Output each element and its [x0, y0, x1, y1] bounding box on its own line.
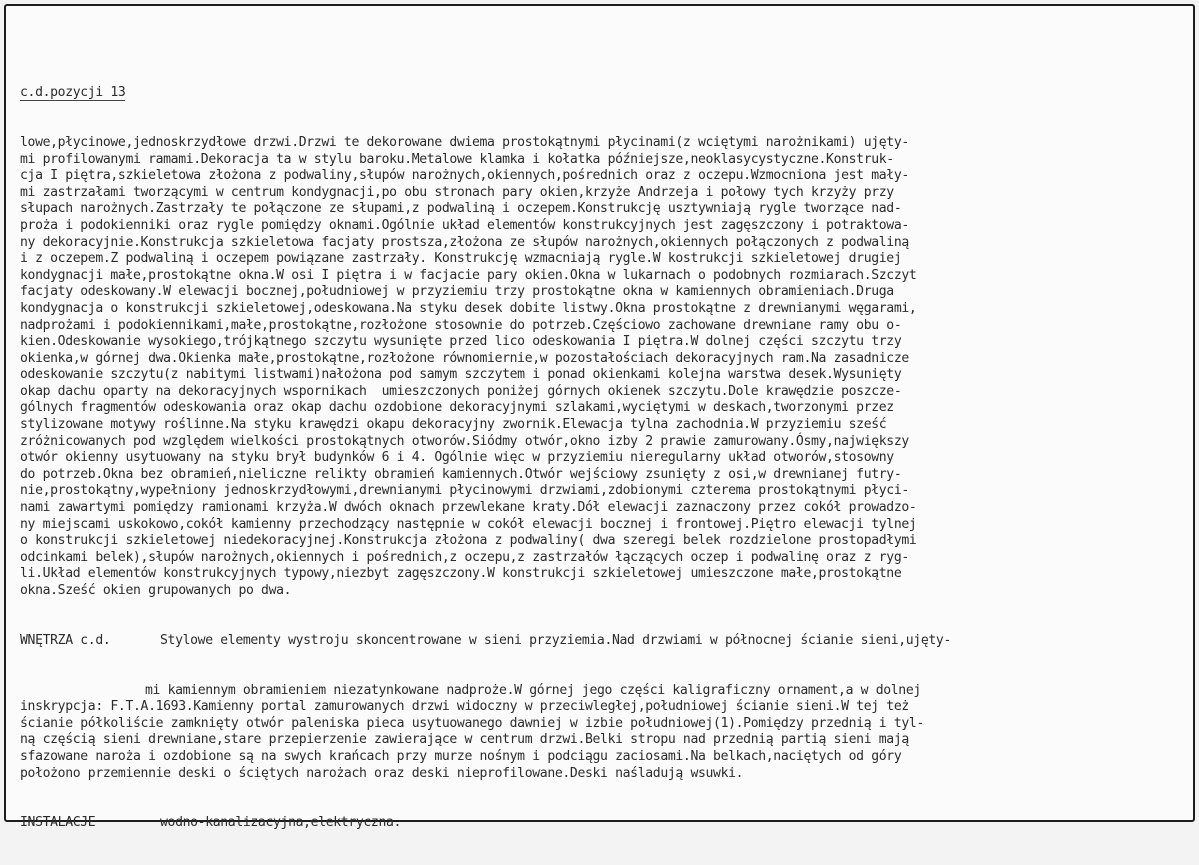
- body-line: cja I piętra,szkieletowa złożona z podwaliny,słupów narożnych,okiennych,pośrednich oraz z oczepu.Wzmocniona jest mały-: [20, 168, 909, 184]
- body-line: facjaty odeskowany.W elewacji bocznej,południowej w przyziemiu trzy prostokątne okna w kamiennych obramieniach.Druga: [20, 284, 894, 300]
- body-line: okap dachu oparty na dekoracyjnych wspornikach umieszczonych poniżej górnych okienek szczytu.Dole krawędzie poszcze-: [20, 383, 902, 399]
- wnetrza-line: ścianie półkoliście zamknięty otwór paleniska pieca usytuowanego dawniej w izbie południowej(1).Pomiędzy przednią i tyl-: [20, 715, 924, 731]
- continuation-label: c.d.pozycji 13: [20, 85, 126, 101]
- instalacje-text: wodno-kanalizacyjna,elektryczna.: [160, 815, 402, 831]
- body-line: kien.Odeskowanie wysokiego,trójkątnego szczytu wysunięte przed lico odeskowania I piętra.W dolnej części szczytu trzy: [20, 334, 902, 350]
- wnetrza-line: ną częścią sieni drewniane,stare przepierzenie zawierające w centrum drzwi.Belki stropu nad przednią partią sieni mają: [20, 732, 909, 748]
- wnetrza-paragraph: [20, 683, 951, 783]
- body-line: odeskowanie szczytu(z nabitymi listwami)nałożona pod samym szczytem i ponad okienkami kolejna warstwa desek.Wysunięty: [20, 367, 902, 383]
- wnetrza-line: inskrypcja: F.T.A.1693.Kamienny portal zamurowanych drzwi widoczny w przeciwległej,południowej ścianie sieni.W tej też: [20, 699, 909, 715]
- body-paragraph: [20, 135, 951, 600]
- body-line: otwór okienny usytuowany na styku brył budynków 6 i 4. Ogólnie więc w przyziemiu nieregularny układ otworów,stosowny: [20, 450, 894, 466]
- typed-document-card: [4, 4, 1195, 831]
- wnetrza-label: WNĘTRZA c.d.: [20, 632, 111, 648]
- body-line: mi profilowanymi ramami.Dekoracja ta w stylu baroku.Metalowe klamka i kołatka późniejsze,neoklasycystyczne.Konstruk-: [20, 151, 894, 167]
- body-line: ny miejscami uskokowo,cokół kamienny przechodzący następnie w cokół elewacji bocznej i frontowej.Piętro elewacji tylnej: [20, 516, 917, 532]
- body-line: okna.Sześć okien grupowanych po dwa.: [20, 583, 292, 598]
- body-line: kondygnacja o konstrukcji szkieletowej,odeskowana.Na styku desek dobite listwy.Okna prostokątne z drewnianymi węgarami,: [20, 300, 917, 316]
- body-line: proża i podokienniki oraz rygle pomiędzy oknami.Ogólnie układ elementów konstrukcyjnych jest zagęszczony i potraktowa-: [20, 217, 909, 233]
- wnetrza-line: położono przemiennie deski o ściętych narożach oraz deski nieprofilowane.Deski naśladują wsuwki.: [20, 765, 744, 781]
- wnetrza-first-line: Stylowe elementy wystroju skoncentrowane w sieni przyziemia.Nad drzwiami w północnej ścianie sieni,ujęty-: [160, 632, 951, 648]
- body-line: zróżnicowanych pod względem wielkości prostokątnych otworów.Siódmy otwór,okno izby 2 prawie zamurowany.Ósmy,największy: [20, 433, 909, 449]
- body-line: nami zawartymi pomiędzy ramionami krzyża.W dwóch oknach przewlekane kraty.Dół elewacji zaznaczony przez cokół prowadzo-: [20, 500, 917, 516]
- continuation-header: [20, 85, 951, 102]
- instalacje-label: INSTALACJE: [20, 815, 96, 831]
- body-line: mi zastrzałami tworzącymi w centrum kondygnacji,po obu stronach pary okien,krzyże Andrzeja i połowy tych krzyży przy: [20, 184, 894, 200]
- body-line: kondygnacji małe,prostokątne okna.W osi I piętra i w facjacie pary okien.Okna w lukarnach o podobnych rozmiarach.Szczyt: [20, 267, 917, 283]
- wnetrza-heading-line: [20, 633, 951, 650]
- body-line: do potrzeb.Okna bez obramień,nieliczne relikty obramień kamiennych.Otwór wejściowy zsunięty z osi,w drewnianej futry-: [20, 466, 902, 482]
- body-line: o konstrukcji szkieletowej niedekoracyjnej.Konstrukcja złożona z podwaliny( dwa szeregi belek rozdzielone prostopadłymi: [20, 533, 917, 549]
- wnetrza-line: sfazowane naroża i ozdobione są na swych krańcach przy murze nośnym i podciągu zaciosami.Na belkach,naciętych od góry: [20, 748, 902, 764]
- body-line: nadprożami i podokiennikami,małe,prostokątne,rozłożone stosownie do potrzeb.Częściowo zachowane drewniane ramy obu o-: [20, 317, 902, 333]
- body-line: okienka,w górnej dwa.Okienka małe,prostokątne,rozłożone równomiernie,w pozostałościach dekoracyjnych ram.Na zasadnicze: [20, 350, 909, 366]
- body-line: ny dekoracyjnie.Konstrukcja szkieletowa facjaty prostsza,złożona ze słupów narożnych,okiennych połączonych z podwaliną: [20, 234, 909, 250]
- document-text: [20, 52, 951, 865]
- body-line: stylizowane motywy roślinne.Na styku krawędzi okapu dekoracyjny zwornik.Elewacja tylna zachodnia.W przyziemiu sześć: [20, 417, 887, 433]
- wnetrza-line: mi kamiennym obramieniem niezatynkowane nadproże.W górnej jego części kaligraficzny ornament,a w dolnej: [145, 682, 921, 698]
- body-line: gólnych fragmentów odeskowania oraz okap dachu ozdobione dekoracyjnymi szlakami,wyciętymi w deskach,tworzonymi przez: [20, 400, 894, 416]
- body-line: i z oczepem.Z podwaliną i oczepem powiązane zastrzały. Konstrukcję wzmacniają rygle.W kostrukcji szkieletowej drugiej: [20, 251, 902, 267]
- body-line: nie,prostokątny,wypełniony jednoskrzydłowymi,drewnianymi płycinowymi drzwiami,zdobionymi czterema prostokątnymi płyci-: [20, 483, 909, 499]
- body-line: odcinkami belek),słupów narożnych,okiennych i pośrednich,z oczepu,z zastrzałów łączących oczep i podwalinę oraz z ryg-: [20, 549, 909, 565]
- body-line: li.Układ elementów konstrukcyjnych typowy,niezbyt zagęszczony.W konstrukcji szkieletowej umieszczone małe,prostokątne: [20, 566, 902, 582]
- body-line: słupach narożnych.Zastrzały te połączone ze słupami,z podwaliną i oczepem.Konstrukcję usztywniają rygle tworzące nad-: [20, 201, 902, 217]
- body-line: lowe,płycinowe,jednoskrzydłowe drzwi.Drzwi te dekorowane dwiema prostokątnymi płycinami(z wciętymi narożnikami) ujęty-: [20, 134, 909, 150]
- instalacje-line: [20, 815, 951, 832]
